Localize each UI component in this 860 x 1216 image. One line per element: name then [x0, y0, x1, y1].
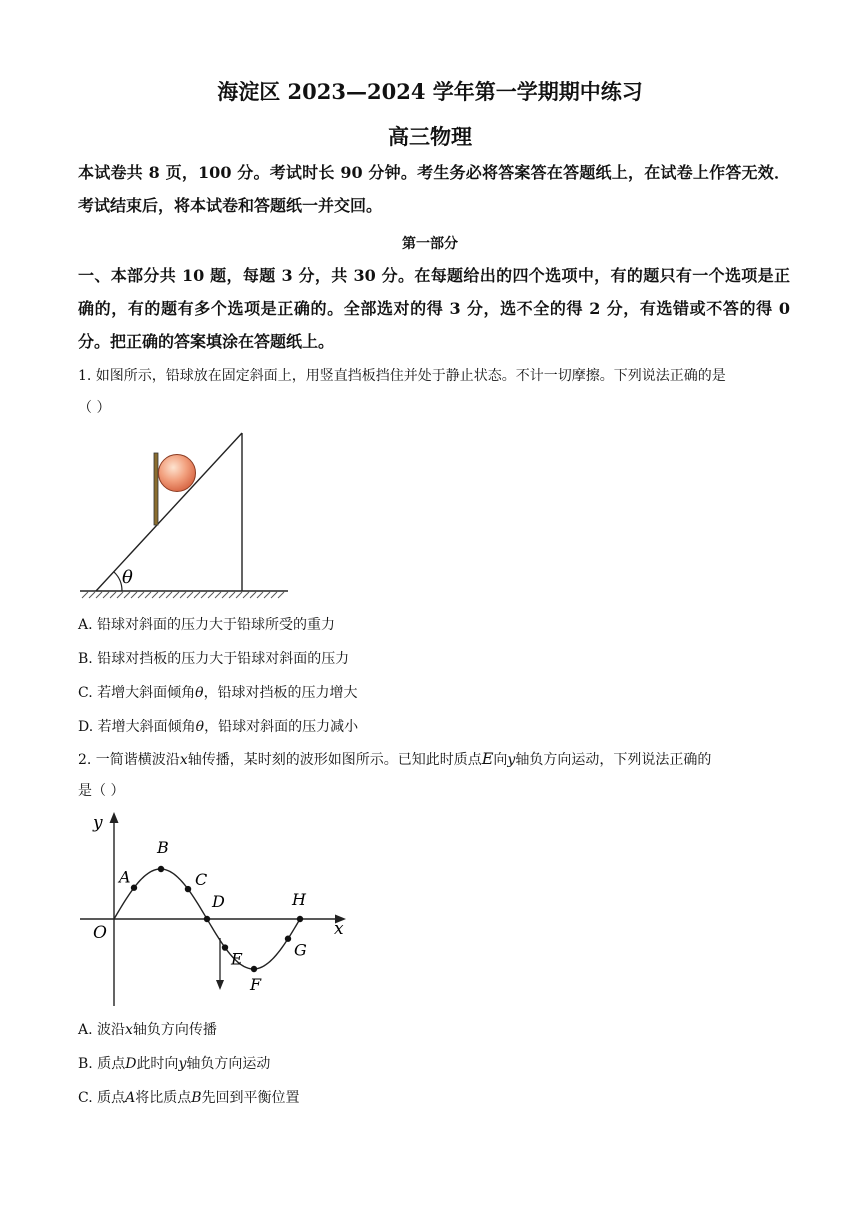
- part-label: 第一部分: [402, 236, 458, 252]
- wave-point-a: [131, 885, 137, 891]
- angle-theta-label: θ: [122, 567, 133, 588]
- y-axis-arrow: [110, 812, 119, 823]
- q1-paren: （ ）: [78, 400, 111, 416]
- wave-point-label-c: C: [195, 870, 208, 890]
- wave-point-b: [158, 866, 164, 872]
- q2-option-c: C. 质点A将比质点B先回到平衡位置: [78, 1090, 300, 1106]
- q1-option-d: D. 若增大斜面倾角θ，铅球对斜面的压力减小: [78, 719, 359, 735]
- q1-option-b: B. 铅球对挡板的压力大于铅球对斜面的压力: [78, 651, 350, 667]
- q2-stem-cont: 是（ ）: [78, 783, 125, 799]
- vertical-baffle: [154, 453, 158, 525]
- q1-figure: [78, 428, 293, 603]
- exam-subtitle: 高三物理: [388, 124, 472, 149]
- lead-ball: [159, 455, 196, 492]
- q2-figure: [78, 808, 353, 1010]
- x-axis-label: x: [334, 919, 344, 939]
- ground-hatch: [82, 592, 284, 598]
- wave-point-label-e: E: [231, 949, 243, 969]
- exam-instructions: 本试卷共 8 页，100 分。考试时长 90 分钟。考生务必将答案答在答题纸上，在试卷上作答无效．考试结束后，将本试卷和答题纸一并交回。: [78, 163, 790, 215]
- wave-point-e: [222, 944, 228, 950]
- origin-label: O: [93, 923, 107, 943]
- wave-point-label-b: B: [157, 838, 169, 858]
- q2-option-b: B. 质点D此时向y轴负方向运动: [78, 1056, 271, 1072]
- q1-option-c: C. 若增大斜面倾角θ，铅球对挡板的压力增大: [78, 685, 358, 701]
- wave-points: [117, 838, 307, 994]
- velocity-arrowhead: [216, 980, 224, 990]
- y-axis-label: y: [93, 813, 103, 833]
- wave-point-label-a: A: [119, 867, 131, 887]
- wave-point-g: [285, 936, 291, 942]
- wave-point-f: [251, 966, 257, 972]
- angle-arc: [114, 572, 122, 591]
- q2-stem: 2. 一简谐横波沿x轴传播，某时刻的波形如图所示。已知此时质点E向y轴负方向运动，下列说法正确的: [78, 749, 712, 768]
- exam-title: 海淀区 2023—2024 学年第一学期期中练习: [217, 79, 643, 104]
- part-intro: 一、本部分共 10 题，每题 3 分，共 30 分。在每题给出的四个选项中，有的题只有一个选项是正确的，有的题有多个选项是正确的。全部选对的得 3 分，选不全的得 2 分，有选错或不答的得 0 分。把正确的答案填涂在答题纸上。: [78, 266, 790, 351]
- wave-point-d: [204, 916, 210, 922]
- wave-point-h: [297, 916, 303, 922]
- q1-stem: 1. 如图所示，铅球放在固定斜面上，用竖直挡板挡住并处于静止状态。不计一切摩擦。下列说法正确的是: [78, 368, 726, 384]
- wave-point-label-d: D: [212, 892, 225, 911]
- q2-option-a: A. 波沿x轴负方向传播: [78, 1022, 217, 1038]
- wave-point-c: [185, 886, 191, 892]
- wave-point-label-f: F: [250, 974, 262, 994]
- wave-point-label-g: G: [294, 940, 307, 960]
- wave-point-label-h: H: [292, 890, 306, 909]
- q1-option-a: A. 铅球对斜面的压力大于铅球所受的重力: [78, 617, 336, 633]
